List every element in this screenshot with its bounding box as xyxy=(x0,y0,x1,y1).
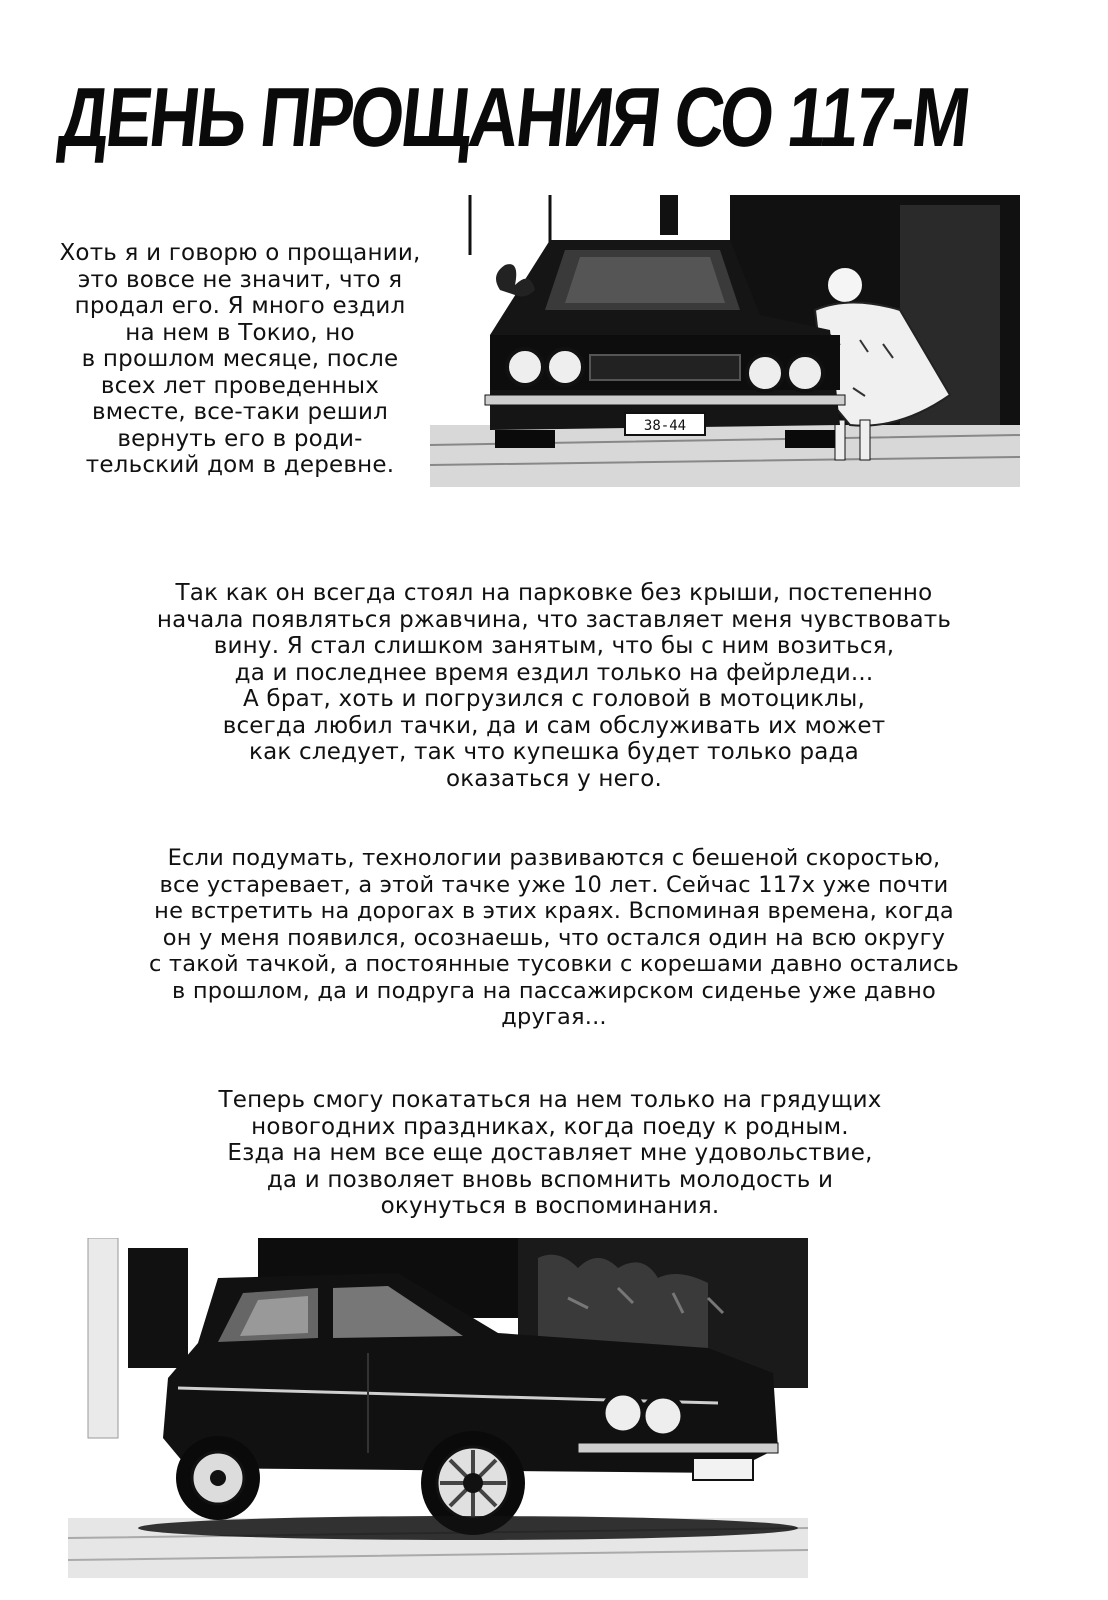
text-line: он у меня появился, осознаешь, что остался один на всю округу xyxy=(162,924,946,951)
text-line: всех лет проведенных xyxy=(100,372,380,399)
text-line: вернуть его в роди- xyxy=(117,425,363,452)
text-line: вину. Я стал слишком занятым, что бы с ним возиться, xyxy=(213,633,895,659)
text-line: продал его. Я много ездил xyxy=(74,293,406,319)
text-line: как следует, так что купешка будет только рада xyxy=(249,739,859,765)
text-line: в прошлом месяце, после xyxy=(81,346,399,372)
paragraph-3 xyxy=(10,845,1098,1031)
text-line: да и позволяет вновь вспомнить молодость и xyxy=(266,1166,834,1193)
text-line: это вовсе не значит, что я xyxy=(77,266,403,293)
text-line: Хоть я и говорю о прощании, xyxy=(59,240,421,266)
text-line: на нем в Токио, но xyxy=(125,319,355,346)
text-line: начала появляться ржавчина, что заставляет меня чувствовать xyxy=(156,606,952,633)
text-line: в прошлом, да и подруга на пассажирском сиденье уже давно xyxy=(172,977,936,1004)
text-line: новогодних праздниках, когда поеду к родным. xyxy=(251,1113,849,1140)
text-line: всегда любил тачки, да и сам обслуживать их может xyxy=(222,712,886,739)
page-title: ДЕНЬ ПРОЩАНИЯ СО 117-М xyxy=(55,70,973,164)
text-line: А брат, хоть и погрузился с головой в мотоциклы, xyxy=(242,686,866,712)
paragraph-2 xyxy=(20,580,1088,792)
car-side-photo xyxy=(68,1238,808,1578)
text-line: тельский дом в деревне. xyxy=(85,452,395,478)
license-plate: 38-44 xyxy=(643,418,687,434)
paragraph-4 xyxy=(80,1087,1020,1220)
text-line: оказаться у него. xyxy=(445,765,663,792)
text-line: не встретить на дорогах в этих краях. Вспоминая времена, когда xyxy=(154,898,954,924)
text-line: все устаревает, а этой тачке уже 10 лет. Сейчас 117х уже почти xyxy=(159,871,949,898)
text-line: другая... xyxy=(501,1004,607,1030)
text-line: Если подумать, технологии развиваются с бешеной скоростью, xyxy=(167,845,941,871)
text-line: с такой тачкой, а постоянные тусовки с корешами давно остались xyxy=(148,951,959,977)
text-line: Теперь смогу покататься на нем только на грядущих xyxy=(218,1087,882,1113)
text-line: вместе, все-таки решил xyxy=(91,399,388,425)
car-front-photo xyxy=(430,195,1020,487)
text-line: Так как он всегда стоял на парковке без крыши, постепенно xyxy=(175,580,933,606)
text-line: да и последнее время ездил только на фейрледи... xyxy=(234,659,874,686)
text-line: окунуться в воспоминания. xyxy=(380,1193,720,1219)
car-side-illustration xyxy=(68,1238,808,1578)
text-line: Езда на нем все еще доставляет мне удовольствие, xyxy=(227,1140,873,1166)
car-front-illustration xyxy=(430,195,1020,487)
paragraph-1 xyxy=(0,240,480,479)
